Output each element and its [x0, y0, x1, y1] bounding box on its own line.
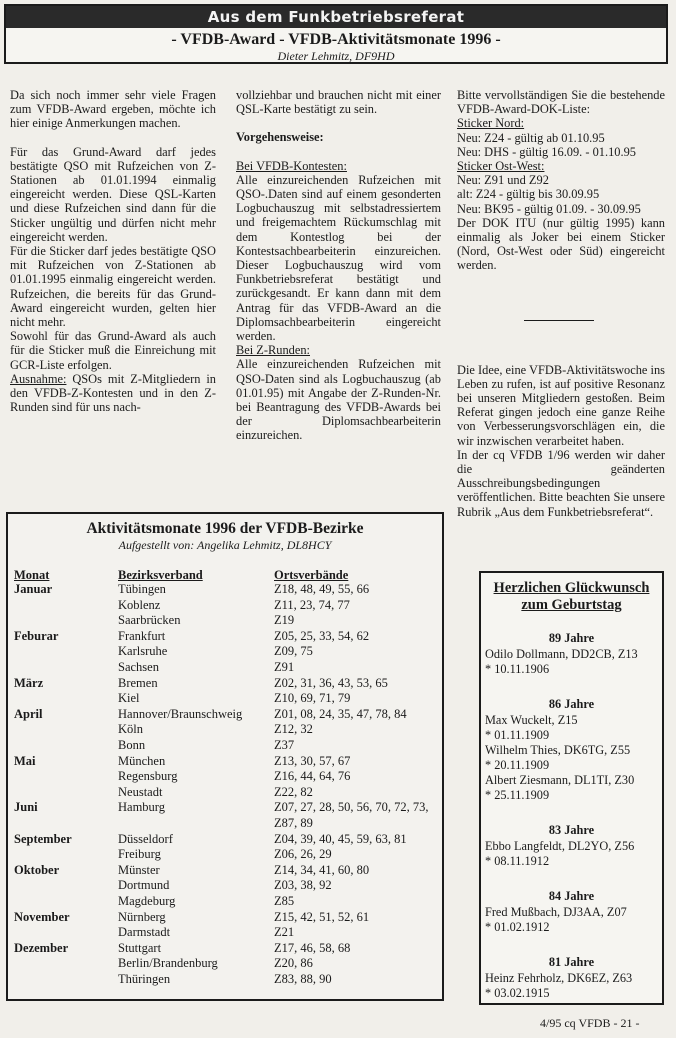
- birthday-title: [481, 580, 662, 614]
- age-heading: 86 Jahre: [548, 697, 595, 711]
- text-column-2: [236, 88, 441, 443]
- age-heading: 81 Jahre: [548, 955, 595, 969]
- birth-date: * 01.02.1912: [485, 920, 550, 934]
- article-title: - VFDB-Award - VFDB-Aktivitätsmonate 1996 -: [171, 31, 501, 48]
- bezirk-cell: Sachsen: [118, 660, 159, 674]
- paragraph: [10, 372, 216, 415]
- ortsverband-cell: Z10, 69, 71, 79: [274, 691, 351, 706]
- paragraph: Für das Grund-Award darf jedes bestätigte QSO mit Rufzeichen von Z-Stationen ab 01.01.1994 einmalig eingereicht werden. Diese QSL-Karten und diese Rufzeichen sind dann für die Sticker ungültig und dürfen nicht mehr eingereicht werden.: [10, 144, 216, 244]
- column-header-monat: Monat: [14, 568, 50, 582]
- bezirk-cell: Thüringen: [118, 972, 171, 986]
- article-author: Dieter Lehmitz, DF9HD: [277, 49, 395, 63]
- text-column-1: [10, 88, 216, 414]
- column-header-ortsverbaende: Ortsverbände: [274, 568, 349, 582]
- list-item: Neu: Z24 - gültig ab 01.10.95: [457, 130, 605, 145]
- subheading-zrunden: Bei Z-Runden:: [236, 343, 310, 358]
- bezirk-cell: Karlsruhe: [118, 644, 168, 659]
- ortsverband-cell: Z20, 86: [274, 956, 313, 971]
- bezirk-cell: Freiburg: [118, 847, 161, 862]
- ortsverband-cell: Z91: [274, 660, 295, 674]
- ortsverband-cell: Z18, 48, 49, 55, 66: [274, 582, 370, 596]
- paragraph: vollziehbar und brauchen nicht mit einer QSL-Karte bestätigt zu sein.: [236, 88, 441, 117]
- article-header: [4, 4, 668, 64]
- bezirk-cell: Bremen: [118, 675, 158, 690]
- month-cell: Januar: [14, 582, 53, 596]
- ortsverband-cell: Z05, 25, 33, 54, 62: [274, 628, 370, 643]
- column-header-bezirk: Bezirksverband: [118, 568, 203, 582]
- subheading-kontest: Bei VFDB-Kontesten:: [236, 158, 347, 173]
- table-title: Aktivitätsmonate 1996 der VFDB-Bezirke: [86, 520, 364, 537]
- bezirk-cell: Münster: [118, 862, 160, 877]
- paragraph: Der DOK ITU (nur gültig 1995) kann einmalig als Joker bei einem Sticker (Nord, Ost-West oder Süd) eingereicht werden.: [457, 215, 665, 273]
- birth-date: * 08.11.1912: [485, 854, 550, 868]
- ortsverband-cell: Z37: [274, 738, 295, 752]
- bezirk-cell: Köln: [118, 722, 143, 737]
- sticker-nord-label: Sticker Nord:: [457, 116, 525, 131]
- bezirk-cell: Magdeburg: [118, 894, 176, 908]
- ortsverband-cell: Z15, 42, 51, 52, 61: [274, 909, 370, 924]
- ortsverband-cell: Z16, 44, 64, 76: [274, 769, 351, 784]
- paragraph: Alle einzureichenden Rufzeichen mit QSO-Daten sind als Logbuchauszug (ab 01.01.95) mit Angabe der Z-Runden-Nr. bei Beantragung des VFDB-Awards bei der Diplomsachbearbeiterin einzureichen.: [236, 357, 441, 443]
- page-footer: 4/95 cq VFDB - 21 -: [540, 1016, 640, 1030]
- activity-table-box: [6, 512, 444, 1001]
- month-cell: September: [14, 831, 72, 846]
- ortsverband-cell: Z21: [274, 925, 295, 940]
- bezirk-cell: Bonn: [118, 738, 146, 752]
- ortsverband-cell: Z14, 34, 41, 60, 80: [274, 862, 370, 877]
- birthday-title-line: zum Geburtstag: [521, 597, 622, 613]
- text-column-3: [457, 88, 665, 519]
- paragraph: In der cq VFDB 1/96 werden wir daher die geänderten Ausschreibungsbedingungen veröffentlichen. Bitte beachten Sie unsere Rubrik „Aus dem Funkbetriebsreferat“.: [457, 447, 665, 519]
- month-cell: November: [14, 909, 70, 924]
- bezirk-cell: Saarbrücken: [118, 613, 181, 628]
- month-cell: Dezember: [14, 940, 69, 955]
- month-cell: März: [14, 675, 44, 690]
- bezirk-cell: Tübingen: [118, 582, 166, 596]
- ortsverband-cell: Z07, 27, 28, 50, 56, 70, 72, 73,: [274, 800, 429, 815]
- bezirk-cell: Darmstadt: [118, 925, 171, 940]
- person-name: Fred Mußbach, DJ3AA, Z07: [485, 905, 627, 919]
- bezirk-cell: Hamburg: [118, 800, 165, 815]
- month-cell: Juni: [14, 800, 38, 815]
- ortsverband-cell: Z03, 38, 92: [274, 878, 332, 893]
- person-name: Wilhelm Thies, DK6TG, Z55: [485, 743, 631, 757]
- bezirk-cell: Nürnberg: [118, 909, 166, 924]
- paragraph: Da sich noch immer sehr viele Fragen zum VFDB-Award ergeben, möchte ich hier einige Anmerkungen machen.: [10, 88, 216, 131]
- ortsverband-cell: Z22, 82: [274, 784, 313, 799]
- bezirk-cell: Neustadt: [118, 784, 163, 799]
- bezirk-cell: Dortmund: [118, 878, 170, 893]
- age-heading: 89 Jahre: [548, 631, 595, 645]
- ortsverband-cell: Z09, 75: [274, 644, 313, 659]
- person-name: Albert Ziesmann, DL1TI, Z30: [485, 773, 635, 787]
- paragraph: Alle einzureichenden Rufzeichen mit QSO-.Daten sind auf einem gesonderten Logbuchauszug mit selbstadressiertem und freigemachtem Rückumschlag mit dem Kontestlog bei der Kontestsachbearbeiterin einzureichen. Dieser Logbuchauszug wird vom Funkbetriebsreferat bestätigt und zurückgesandt. Er kann dann mit dem Antrag für das VFDB-Award an die Diplomsachbearbeiterin eingereicht werden.: [236, 172, 441, 344]
- list-item: Neu: DHS - gültig 16.09. - 01.10.95: [457, 144, 636, 159]
- paragraph-text: QSOs mit Z-Mitgliedern in den VFDB-Z-Kontesten und in den Z-Runden sind für uns nach-: [10, 371, 216, 415]
- ortsverband-cell: Z83, 88, 90: [274, 972, 332, 986]
- bezirk-cell: Frankfurt: [118, 628, 166, 643]
- section-title: Aus dem Funkbetriebsreferat: [207, 8, 465, 26]
- bezirk-cell: München: [118, 753, 166, 768]
- month-cell: Mai: [14, 753, 36, 768]
- age-heading: 84 Jahre: [548, 889, 595, 903]
- ortsverband-cell: Z13, 30, 57, 67: [274, 753, 351, 768]
- label-ausnahme: Ausnahme:: [10, 371, 67, 386]
- subheading: Vorgehensweise:: [236, 130, 324, 145]
- birth-date: * 25.11.1909: [485, 788, 550, 802]
- ortsverband-cell: Z85: [274, 894, 295, 908]
- ortsverband-cell: Z87, 89: [274, 816, 313, 830]
- paragraph: Für die Sticker darf jedes bestätigte QSO mit Rufzeichen von Z-Stationen ab 01.01.1995 einmalig eingereicht werden. Rufzeichen, die bereits für das Grund-Award eingereicht wurden, gelten hier nicht mehr.: [10, 244, 216, 330]
- ortsverband-cell: Z06, 26, 29: [274, 847, 332, 862]
- table-subtitle: Aufgestellt von: Angelika Lehmitz, DL8HCY: [118, 538, 332, 552]
- month-cell: Feburar: [14, 628, 59, 643]
- ortsverband-cell: Z04, 39, 40, 45, 59, 63, 81: [274, 831, 407, 846]
- birth-date: * 03.02.1915: [485, 986, 550, 1000]
- ortsverband-cell: Z11, 23, 74, 77: [274, 597, 350, 612]
- person-name: Odilo Dollmann, DD2CB, Z13: [485, 647, 638, 661]
- person-name: Ebbo Langfeldt, DL2YO, Z56: [485, 839, 635, 853]
- bezirk-cell: Berlin/Brandenburg: [118, 956, 218, 971]
- list-item: Neu: Z91 und Z92: [457, 173, 549, 188]
- list-item: alt: Z24 - gültig bis 30.09.95: [457, 187, 600, 202]
- ortsverband-cell: Z17, 46, 58, 68: [274, 940, 351, 955]
- sticker-ost-label: Sticker Ost-West:: [457, 159, 545, 174]
- bezirk-cell: Hannover/Braunschweig: [118, 706, 243, 721]
- age-heading: 83 Jahre: [548, 823, 595, 837]
- ortsverband-cell: Z19: [274, 613, 295, 628]
- paragraph: Die Idee, eine VFDB-Aktivitätswoche ins Leben zu rufen, ist auf positive Resonanz bei unseren Mitgliedern gestoßen. Beim Referat gingen jedoch eine ganze Reihe von Verbesserungsvorschlägen ein, die wir inzwischen verarbeitet haben.: [457, 362, 665, 448]
- month-cell: April: [14, 706, 43, 721]
- bezirk-cell: Kiel: [118, 691, 140, 706]
- birth-date: * 01.11.1909: [485, 728, 550, 742]
- person-name: Heinz Fehrholz, DK6EZ, Z63: [485, 971, 633, 985]
- bezirk-cell: Koblenz: [118, 597, 161, 612]
- ortsverband-cell: Z02, 31, 36, 43, 53, 65: [274, 675, 388, 690]
- ortsverband-cell: Z01, 08, 24, 35, 47, 78, 84: [274, 706, 407, 721]
- month-cell: Oktober: [14, 862, 60, 877]
- birth-date: * 20.11.1909: [485, 758, 550, 772]
- paragraph: Sowohl für das Grund-Award als auch für die Sticker muß die Einreichung mit GCR-Liste erfolgen.: [10, 329, 216, 372]
- person-name: Max Wuckelt, Z15: [485, 713, 578, 727]
- ortsverband-cell: Z12, 32: [274, 722, 313, 737]
- birthday-title-line: Herzlichen Glückwunsch: [493, 580, 650, 596]
- birth-date: * 10.11.1906: [485, 662, 550, 676]
- bezirk-cell: Regensburg: [118, 769, 178, 784]
- list-item: Neu: BK95 - gültig 01.09. - 30.09.95: [457, 201, 641, 216]
- birthday-box: [479, 571, 664, 1005]
- bezirk-cell: Stuttgart: [118, 940, 162, 955]
- paragraph: Bitte vervollständigen Sie die bestehende VFDB-Award-DOK-Liste:: [457, 88, 665, 117]
- divider: [524, 320, 594, 321]
- bezirk-cell: Düsseldorf: [118, 831, 173, 846]
